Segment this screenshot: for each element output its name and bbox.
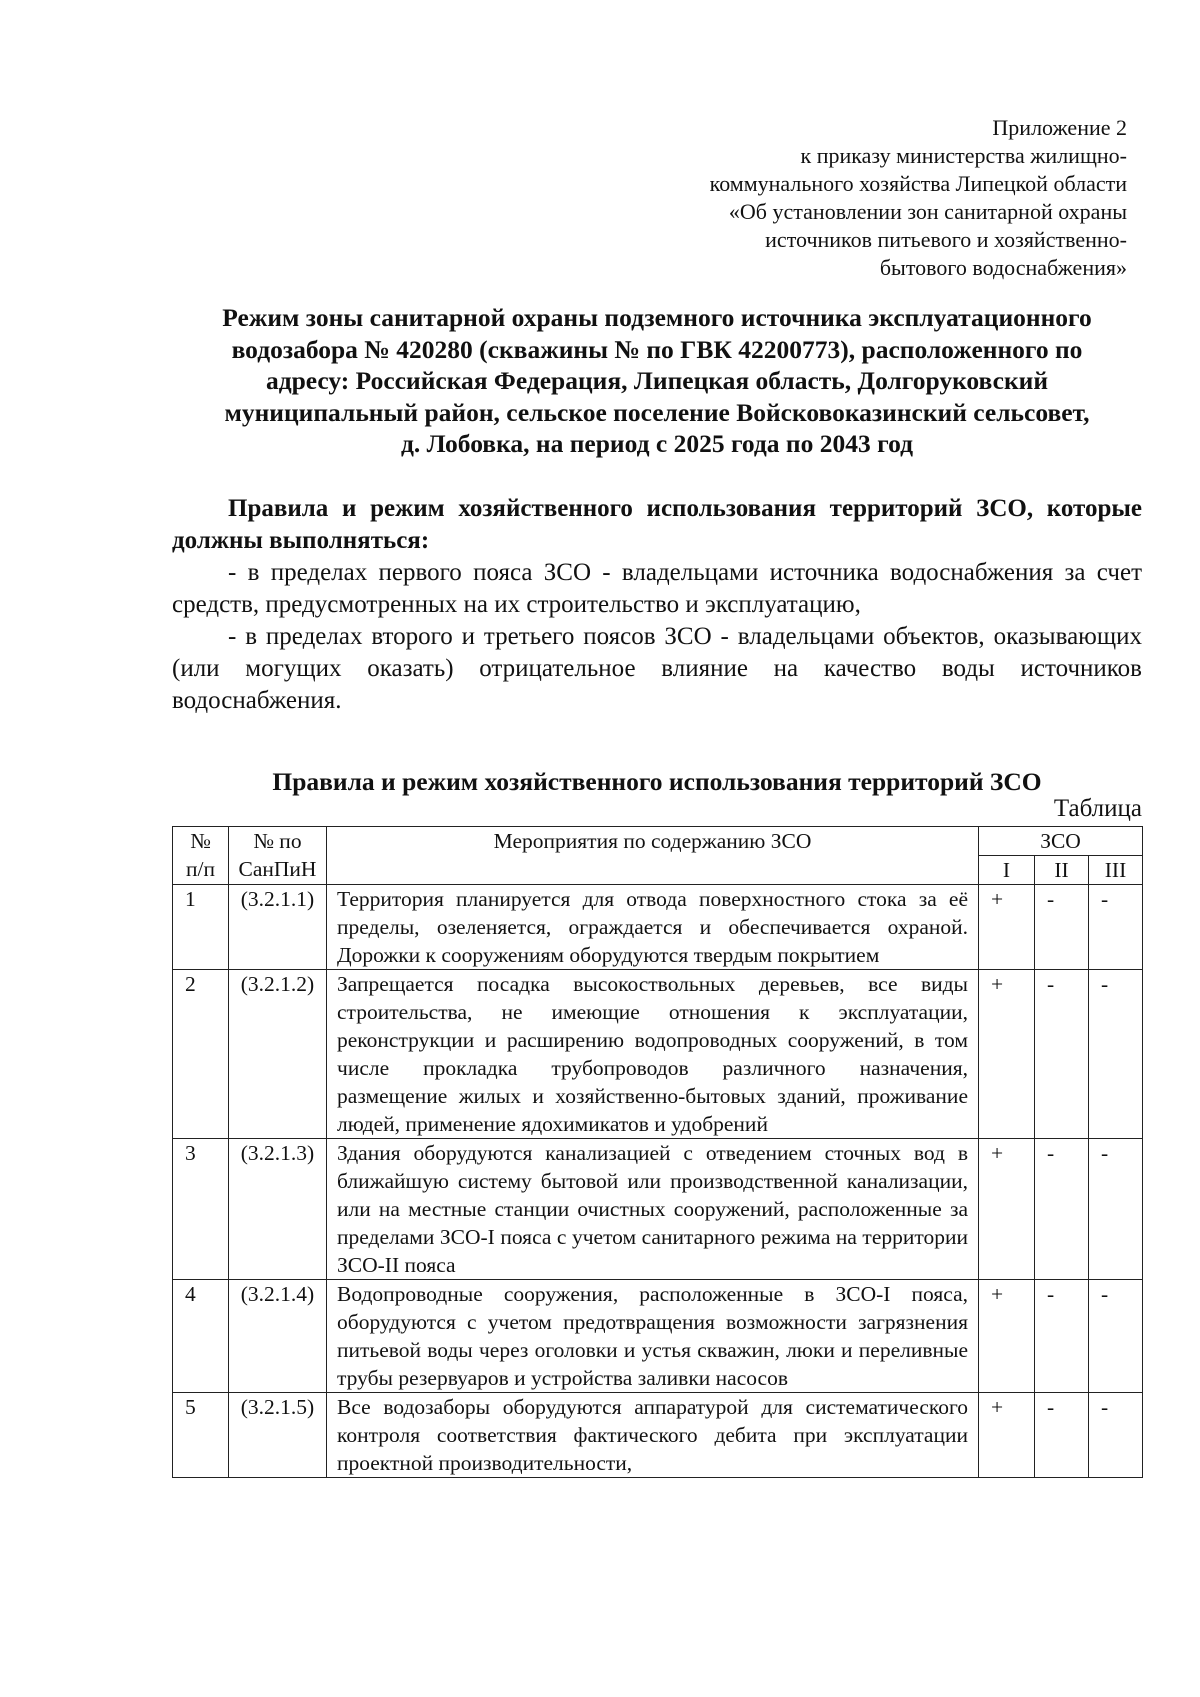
row-zone-1: + (979, 1280, 1035, 1393)
rules-item-second-third-belt: - в пределах второго и третьего поясов ЗСО - владельцами объектов, оказывающих (или могущих оказать) отрицательное влияние на качество воды источников водоснабжения. (172, 623, 1142, 714)
row-num: 1 (173, 885, 229, 970)
row-zone-2: - (1035, 970, 1089, 1139)
title-line: Режим зоны санитарной охраны подземного источника эксплуатационного (222, 303, 1092, 332)
row-zone-1: + (979, 885, 1035, 970)
row-text: Запрещается посадка высокоствольных деревьев, все виды строительства, не имеющие отношения к эксплуатации, реконструкции и расширению водопроводных сооружений, в том числе прокладка трубопроводов различного назначения, размещение жилых и хозяйственно-бытовых зданий, проживание людей, применение ядохимикатов и удобрений (327, 970, 979, 1139)
title-line: водозабора № 420280 (скважины № по ГВК 42200773), расположенного по (231, 334, 1083, 364)
row-zone-1: + (979, 970, 1035, 1139)
header-measures: Мероприятия по содержанию ЗСО (327, 827, 979, 885)
row-text: Территория планируется для отвода поверхностного стока за её пределы, озеленяется, ограждается и обеспечивается охраной. Дорожки к сооружениям оборудуются твердым покрытием (327, 885, 979, 970)
table-caption: Таблица (1053, 795, 1142, 822)
rules-section (172, 493, 1142, 717)
row-num: 5 (173, 1393, 229, 1478)
table-row (173, 1280, 1143, 1393)
title-line: д. Лобовка, на период с 2025 года по 2043 год (401, 429, 913, 458)
zso-table (172, 826, 1143, 1478)
row-code: (3.2.1.4) (229, 1280, 327, 1393)
table-header-row (173, 827, 1143, 856)
row-zone-2: - (1035, 1393, 1089, 1478)
row-zone-3: - (1089, 1393, 1143, 1478)
rules-heading: Правила и режим хозяйственного использования территорий ЗСО, которые должны выполняться: (172, 495, 1142, 554)
document-title (172, 302, 1142, 460)
row-code: (3.2.1.3) (229, 1139, 327, 1280)
row-zone-3: - (1089, 1280, 1143, 1393)
appendix-line: к приказу министерства жилищно- (800, 143, 1127, 168)
row-zone-1: + (979, 1393, 1035, 1478)
row-num: 2 (173, 970, 229, 1139)
row-num: 3 (173, 1139, 229, 1280)
row-zone-2: - (1035, 885, 1089, 970)
header-num: № п/п (173, 827, 229, 885)
row-zone-3: - (1089, 1139, 1143, 1280)
header-zone-3: III (1089, 856, 1143, 885)
appendix-header (560, 114, 1127, 282)
row-code: (3.2.1.2) (229, 970, 327, 1139)
row-text: Все водозаборы оборудуются аппаратурой для систематического контроля соответствия фактического дебита при эксплуатации проектной производительности, (327, 1393, 979, 1478)
row-zone-2: - (1035, 1139, 1089, 1280)
appendix-line: источников питьевого и хозяйственно- (765, 227, 1127, 252)
row-zone-1: + (979, 1139, 1035, 1280)
table-row (173, 970, 1143, 1139)
table-row (173, 1393, 1143, 1478)
header-zone-1: I (979, 856, 1035, 885)
header-zone-2: II (1035, 856, 1089, 885)
row-zone-3: - (1089, 970, 1143, 1139)
table-row (173, 1139, 1143, 1280)
header-sanpin: № по СанПиН (229, 827, 327, 885)
appendix-line: бытового водоснабжения» (879, 255, 1127, 280)
row-text: Здания оборудуются канализацией с отведением сточных вод в ближайшую систему бытовой или производственной канализации, или на местные станции очистных сооружений, расположенные за пределами ЗСО-I пояса с учетом санитарного режима на территории ЗСО-II пояса (327, 1139, 979, 1280)
table-row (173, 885, 1143, 970)
row-zone-2: - (1035, 1280, 1089, 1393)
appendix-line: «Об установлении зон санитарной охраны (728, 199, 1127, 224)
header-zso: ЗСО (979, 827, 1143, 856)
title-line: адресу: Российская Федерация, Липецкая область, Долгоруковский (265, 366, 1049, 395)
row-code: (3.2.1.5) (229, 1393, 327, 1478)
appendix-line: Приложение 2 (992, 115, 1127, 140)
table-title: Правила и режим хозяйственного использования территорий ЗСО (272, 767, 1042, 796)
row-text: Водопроводные сооружения, расположенные в ЗСО-I пояса, оборудуются с учетом предотвращения возможности загрязнения питьевой воды через оголовки и устья скважин, люки и переливные трубы резервуаров и устройства заливки насосов (327, 1280, 979, 1393)
row-zone-3: - (1089, 885, 1143, 970)
appendix-line: коммунального хозяйства Липецкой области (709, 171, 1127, 196)
row-code: (3.2.1.1) (229, 885, 327, 970)
row-num: 4 (173, 1280, 229, 1393)
rules-item-first-belt: - в пределах первого пояса ЗСО - владельцами источника водоснабжения за счет средств, предусмотренных на их строительство и эксплуатацию, (172, 559, 1142, 618)
title-line: муниципальный район, сельское поселение Войсковоказинский сельсовет, (224, 397, 1090, 427)
